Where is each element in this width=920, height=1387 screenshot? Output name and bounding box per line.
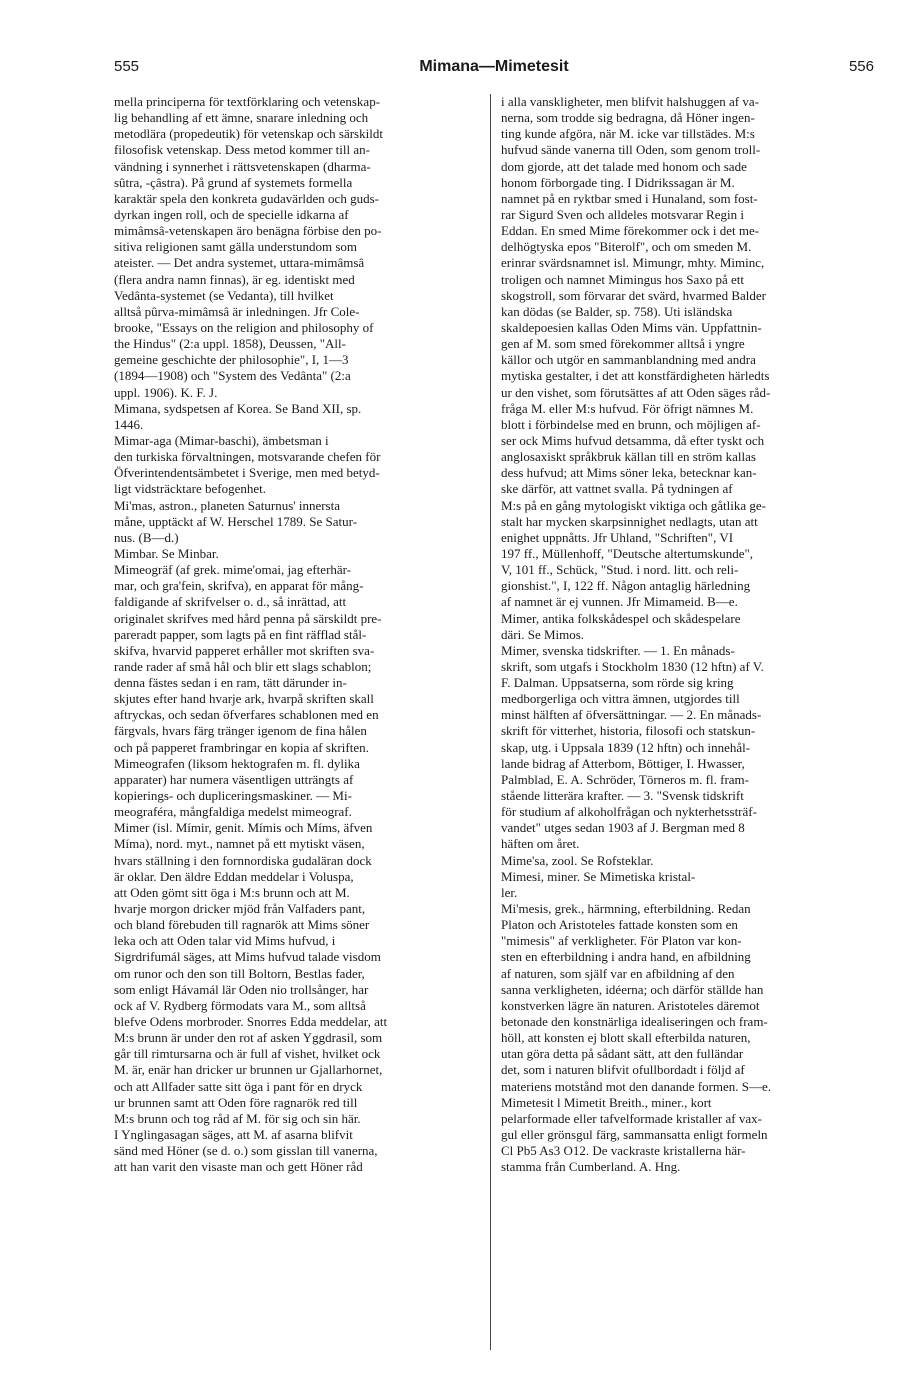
text-line: sänd med Höner (se d. o.) som gisslan till vanerna, bbox=[114, 1143, 378, 1159]
text-line: skjutes efter hand hvarje ark, hvarpå skriften skall bbox=[114, 691, 374, 707]
text-line: alltså pûrva-mimâmsâ är inledningen. Jfr Cole- bbox=[114, 303, 360, 319]
text-line: däri. Se Mimos. bbox=[501, 626, 585, 642]
text-line: originalet skrifves med hård penna på särskildt pre- bbox=[114, 610, 382, 626]
text-line: dyrkan ingen roll, och de specielle idkarna af bbox=[114, 206, 349, 222]
text-line: F. Dalman. Uppsatserna, som rörde sig kring bbox=[501, 675, 734, 691]
text-line: gen af M. som smed förekommer alltså i yngre bbox=[501, 336, 745, 352]
text-line: materiens motstånd mot den danande formen. S—e. bbox=[501, 1078, 772, 1094]
text-line: häften om året. bbox=[501, 836, 580, 852]
text-line: att han varit den visaste man och gett Höner råd bbox=[114, 1159, 363, 1175]
text-line: Mimer (isl. Mímir, genit. Mímis och Míms, äfven bbox=[114, 820, 373, 836]
text-line: honom förborgade ting. I Didrikssagan är M. bbox=[501, 174, 735, 190]
text-line: Palmblad, E. A. Schröder, Törneros m. fl. fram- bbox=[501, 771, 749, 787]
text-line: kopierings- och dupliceringsmaskiner. — Mi- bbox=[114, 788, 352, 804]
text-line: meograféra, mångfaldiga medelst mimeograf. bbox=[114, 804, 352, 820]
text-line: filosofisk vetenskap. Dess metod kommer till an- bbox=[114, 142, 370, 158]
text-line: vändning i synnerhet i rättsvetenskapen (dharma- bbox=[114, 158, 371, 174]
text-line: Mimar-aga (Mimar-baschi), ämbetsman i bbox=[114, 432, 329, 448]
text-line: ateister. — Det andra systemet, uttara-mimâmsâ bbox=[114, 255, 365, 271]
text-line: Öfverintendentsämbetet i Sverige, men med betyd- bbox=[114, 465, 380, 481]
text-line: lig behandling af ett ämne, snarare inledning och bbox=[114, 110, 369, 126]
text-line: källor och utgör en sammanblandning med andra bbox=[501, 352, 756, 368]
text-line: Mimbar. Se Minbar. bbox=[114, 545, 219, 561]
text-line: hvars ställning i den fornnordiska gudaläran dock bbox=[114, 852, 372, 868]
text-line: M:s brunn är under den rot af asken Yggdrasil, som bbox=[114, 1030, 383, 1046]
text-line: leka och att Oden talar vid Mims hufvud, i bbox=[114, 933, 336, 949]
column-divider bbox=[490, 94, 491, 1350]
text-line: namnet på en ryktbar smed i Hunaland, som fost- bbox=[501, 190, 758, 206]
text-line: minst hälften af öfversättningar. — 2. En månads- bbox=[501, 707, 762, 723]
text-line: V, 101 ff., Schück, "Stud. i nord. litt. och reli- bbox=[501, 562, 739, 578]
text-line: om runor och den son till Boltorn, Bestlas fader, bbox=[114, 965, 365, 981]
text-line: kan dödas (se Balder, sp. 758). Uti isländska bbox=[501, 303, 733, 319]
text-line: ock af V. Rydberg förmodats vara M., som alltså bbox=[114, 997, 366, 1013]
page-number-left: 555 bbox=[114, 58, 140, 75]
text-line: rande rader af små hål och blir ett slags schablon; bbox=[114, 658, 372, 674]
text-line: Mimetesit l Mimetit Breith., miner., kort bbox=[501, 1094, 712, 1110]
text-line: rar Sigurd Sven och alldeles motsvarar Regin i bbox=[501, 206, 744, 222]
text-line: utan göra detta på sådant sätt, att den fulländar bbox=[501, 1046, 744, 1062]
text-line: går till rimtursarna och är full af vishet, hvilket ock bbox=[114, 1046, 381, 1062]
text-line: och bland förebuden till ragnarök att Mims söner bbox=[114, 917, 370, 933]
text-line: hvarje morgon dricker mjöd från Valfaders pant, bbox=[114, 901, 366, 917]
text-line: ligt vidsträcktare befogenhet. bbox=[114, 481, 266, 497]
text-line: och på papperet frambringar en kopia af skriften. bbox=[114, 739, 369, 755]
left-column bbox=[114, 94, 490, 1384]
text-line: af namnet är ej vunnen. Jfr Mimameid. B—e. bbox=[501, 594, 738, 610]
text-line: apparater) har numera väsentligen utträngts af bbox=[114, 771, 354, 787]
text-line: blefve Odens morbroder. Snorres Edda meddelar, att bbox=[114, 1014, 388, 1030]
text-line: Mimana, sydspetsen af Korea. Se Band XII, sp. bbox=[114, 400, 362, 416]
text-line: I Ynglingasagan säges, att M. af asarna blifvit bbox=[114, 1127, 353, 1142]
text-line: Eddan. En smed Mime förekommer ock i det me- bbox=[501, 223, 760, 239]
running-title: Mimana—Mimetesit bbox=[419, 58, 569, 75]
text-line: skifva, hvarvid papperet erhåller mot skriften sva- bbox=[114, 642, 375, 658]
text-line: denna fästes sedan i en ram, tätt därunder in- bbox=[114, 675, 347, 691]
page-number-right: 556 bbox=[848, 58, 874, 75]
text-line: sûtra, -çâstra). På grund af systemets formella bbox=[114, 174, 353, 190]
text-line: betonade den konstnärliga idealiseringen och fram- bbox=[501, 1014, 768, 1030]
text-line: ur brunnen samt att Oden före ragnarök red till bbox=[114, 1094, 358, 1110]
text-line: erinrar svärdsnamnet isl. Mimungr, mhty. Miminc, bbox=[501, 255, 765, 271]
text-line: (flera andra namn finnas), är eg. identiskt med bbox=[114, 271, 355, 287]
text-line: brooke, "Essays on the religion and philosophy of bbox=[114, 319, 374, 335]
text-line: ser ock Mims hufvud detsamma, då efter tyskt och bbox=[501, 432, 765, 448]
text-line: ur den vishet, som förutsättes af att Oden säges råd- bbox=[501, 384, 771, 400]
text-line: dess hufvud; att Mims söner leka, betecknar kan- bbox=[501, 465, 757, 481]
text-line: pareradt papper, som lagts på en fint räfflad stål- bbox=[114, 626, 367, 642]
text-line: Mimesi, miner. Se Mimetiska kristal- bbox=[501, 868, 696, 884]
text-line: pelarformade eller tafvelformade kristaller af vax- bbox=[501, 1110, 762, 1126]
text-line: M. är, enär han dricker ur brunnen ur Gjallarhornet, bbox=[114, 1062, 383, 1078]
text-line: medborgerliga och vittra ämnen, utgjordes till bbox=[501, 691, 740, 707]
text-line: delhögtyska epos "Biterolf", och om smeden M. bbox=[501, 239, 752, 255]
text-line: Cl Pb5 As3 O12. De vackraste kristallerna här- bbox=[501, 1143, 746, 1159]
text-line: Mimer, svenska tidskrifter. — 1. En månads- bbox=[501, 642, 735, 658]
text-line: 1446. bbox=[114, 416, 144, 432]
right-column bbox=[501, 94, 877, 1384]
text-line: den turkiska förvaltningen, motsvarande chefen för bbox=[114, 449, 381, 465]
text-line: hufvud sände vanerna till Oden, som genom troll- bbox=[501, 142, 761, 158]
text-line: stamma från Cumberland. A. Hng. bbox=[501, 1159, 681, 1175]
text-line: i alla vanskligheter, men blifvit halshuggen af va- bbox=[501, 94, 759, 109]
text-line: aftryckas, och sedan öfverfares schablonen med en bbox=[114, 707, 379, 723]
text-line: skap, utg. i Uppsala 1839 (12 hftn) och innehål- bbox=[501, 739, 751, 755]
text-line: Mimeogräf (af grek. mime'omai, jag efterhär- bbox=[114, 562, 352, 578]
text-line: Platon och Aristoteles fattade konsten som en bbox=[501, 917, 738, 933]
text-line: "mimesis" af verkligheter. För Platon var kon- bbox=[501, 933, 742, 949]
page-header bbox=[114, 58, 874, 82]
text-line: höll, att konsten ej blott skall efterbilda naturen, bbox=[501, 1030, 751, 1046]
text-line: gul eller grönsgul färg, sammansatta enligt formeln bbox=[501, 1127, 768, 1142]
text-line: M:s brunn och tog råd af M. för sig och sin här. bbox=[114, 1110, 361, 1126]
text-line: af naturen, som själf var en afbildning af den bbox=[501, 965, 735, 981]
text-line: Míma), nord. myt., namnet på ett mytiskt väsen, bbox=[114, 836, 365, 852]
text-line: uppl. 1906). K. F. J. bbox=[114, 384, 218, 400]
text-line: sanna verkligheten, idéerna; och därför ställde han bbox=[501, 981, 764, 997]
text-line: är oklar. Den äldre Eddan meddelar i Voluspa, bbox=[114, 868, 354, 884]
text-line: gemeine geschichte der philosophie", I, 1—3 bbox=[114, 352, 349, 368]
text-line: att Oden gömt sitt öga i M:s brunn och att M. bbox=[114, 884, 350, 900]
text-line: mella principerna för textförklaring och vetenskap- bbox=[114, 94, 381, 109]
text-line: lande bidrag af Atterbom, Böttiger, I. Hwasser, bbox=[501, 755, 745, 771]
text-line: troligen och namnet Mimingus hos Saxo på ett bbox=[501, 271, 744, 287]
text-line: Mi'mesis, grek., härmning, efterbildning. Redan bbox=[501, 901, 751, 917]
text-line: Sigrdrifumál säges, att Mims hufvud talade visdom bbox=[114, 949, 381, 965]
text-line: Mime'sa, zool. Se Rofsteklar. bbox=[501, 852, 654, 868]
text-line: det, som i naturen blifvit ofullbordadt i följd af bbox=[501, 1062, 745, 1078]
text-line: skogstroll, som förvarar det svärd, hvarmed Balder bbox=[501, 287, 766, 303]
text-line: anglosaxiskt språkbruk källan till en ström kallas bbox=[501, 449, 756, 465]
text-line: the Hindus" (2:a uppl. 1858), Deussen, "All- bbox=[114, 336, 346, 352]
text-line: stalt har mycken skarpsinnighet nedlagts, utan att bbox=[501, 513, 758, 529]
text-line: nus. (B—d.) bbox=[114, 529, 179, 545]
text-line: mytiska gestalter, i det att konstfärdigheten härledts bbox=[501, 368, 770, 384]
text-line: färgvals, hvars färg tränger igenom de fina hålen bbox=[114, 723, 367, 739]
text-line: vandet" utges sedan 1903 af J. Bergman med 8 bbox=[501, 820, 745, 836]
text-line: stående litterära krafter. — 3. "Svensk tidskrift bbox=[501, 788, 744, 804]
text-line: 197 ff., Müllenhoff, "Deutsche altertumskunde", bbox=[501, 545, 754, 561]
text-line: mimâmsâ-vetenskapen äro benägna förbise den po- bbox=[114, 223, 382, 239]
text-line: dom gjorde, att det talade med honom och sade bbox=[501, 158, 747, 174]
text-line: skrift för vitterhet, historia, filosofi och statskun- bbox=[501, 723, 756, 739]
text-line: måne, upptäckt af W. Herschel 1789. Se Satur- bbox=[114, 513, 358, 529]
text-line: blott i förbindelse med en brunn, och möjligen af- bbox=[501, 416, 761, 432]
text-line: ler. bbox=[501, 884, 518, 900]
text-line: gionshist.", I, 122 ff. Någon antaglig härledning bbox=[501, 578, 751, 594]
text-line: Vedânta-systemet (se Vedanta), till hvilket bbox=[114, 287, 334, 303]
text-line: fråga M. eller M:s hufvud. För öfrigt nämnes M. bbox=[501, 400, 754, 416]
text-line: konstverken lägre än naturen. Aristoteles däremot bbox=[501, 997, 760, 1013]
text-line: nerna, som trodde sig bedragna, då Höner ingen- bbox=[501, 110, 755, 126]
text-line: M:s på en gång mytologiskt viktiga och gåtlika ge- bbox=[501, 497, 767, 513]
text-line: ting kunde afgöra, när M. icke var tillstädes. M:s bbox=[501, 126, 755, 142]
text-line: skrift, som utgafs i Stockholm 1830 (12 hftn) af V. bbox=[501, 658, 764, 674]
text-line: karaktär spela den konkreta gudavärlden och guds- bbox=[114, 190, 379, 206]
text-line: sitiva religionen samt gälla understundom som bbox=[114, 239, 357, 255]
text-line: och att Allfader satte sitt öga i pant för en dryck bbox=[114, 1078, 363, 1094]
text-line: ske därför, att vattnet svalla. På tydningen af bbox=[501, 481, 733, 497]
text-line: skaldepoesien kallas Oden Mims vän. Uppfattnin- bbox=[501, 319, 762, 335]
text-line: sten en efterbildning i andra hand, en afbildning bbox=[501, 949, 751, 965]
text-line: mar, och gra'fein, skrifva), en apparat för mång- bbox=[114, 578, 364, 594]
text-line: metodlära (propedeutik) för vetenskap och särskildt bbox=[114, 126, 383, 142]
text-line: som enligt Hávamál lär Oden nio trollsånger, har bbox=[114, 981, 369, 997]
text-line: faldigande af skrifvelser o. d., så inrättad, att bbox=[114, 594, 347, 610]
text-line: enighet uppnåtts. Jfr Uhland, "Schriften", VI bbox=[501, 529, 734, 545]
text-line: Mi'mas, astron., planeten Saturnus' innersta bbox=[114, 497, 341, 513]
text-line: Mimer, antika folkskådespel och skådespelare bbox=[501, 610, 741, 626]
text-line: för studium af alkoholfrågan och nykterhetssträf- bbox=[501, 804, 757, 820]
text-line: (1894—1908) och "System des Vedânta" (2:a bbox=[114, 368, 351, 384]
text-line: Mimeografen (liksom hektografen m. fl. dylika bbox=[114, 755, 360, 771]
